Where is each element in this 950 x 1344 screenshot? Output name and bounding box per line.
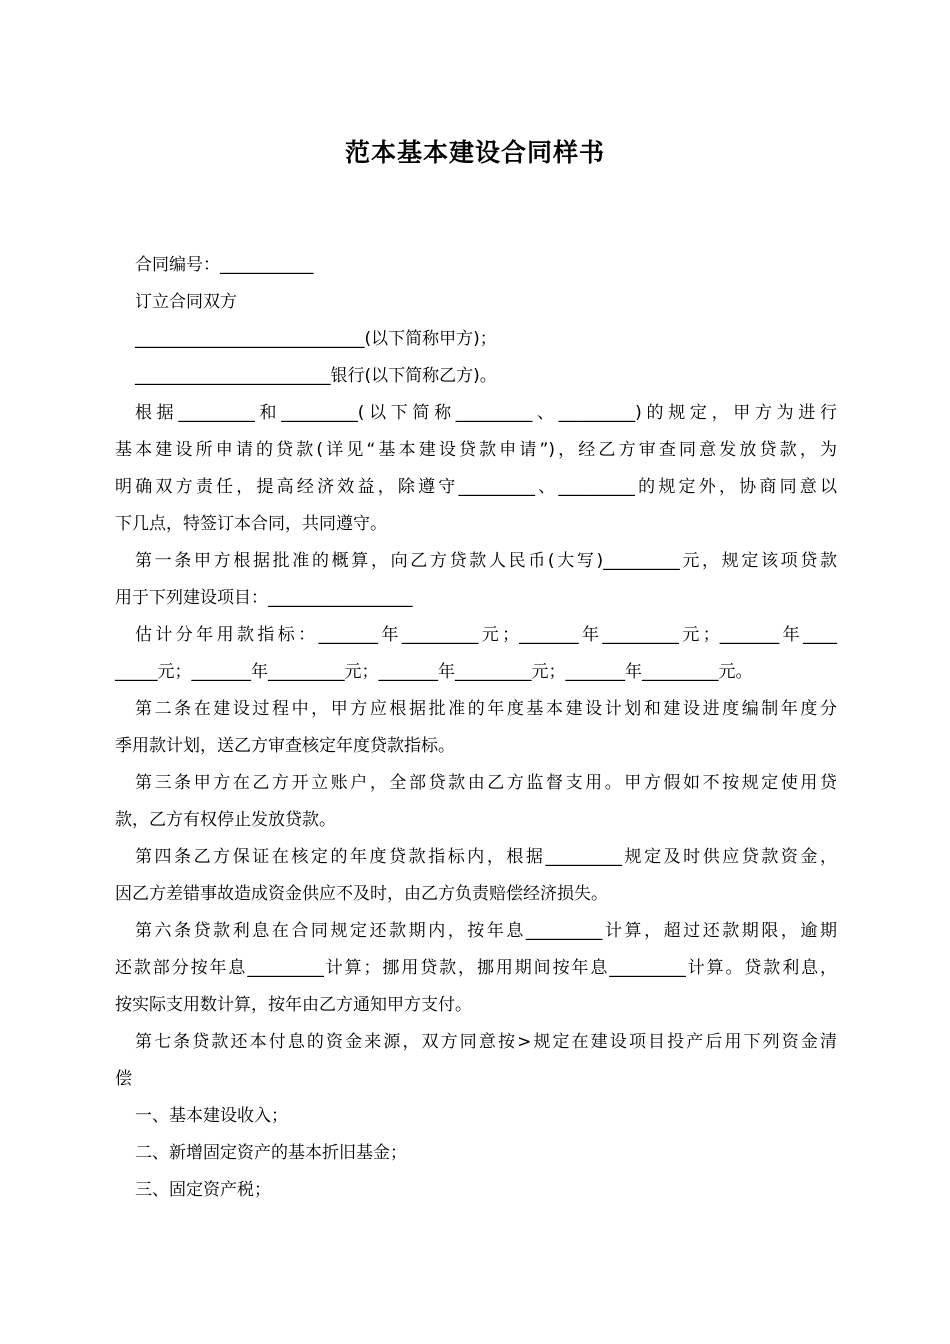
preamble-line-2: 基本建设所申请的贷款(详见“基本建设贷款申请”)，经乙方审查同意发放贷款，为 xyxy=(115,440,837,460)
party-b-line: _______________________银行(以下简称乙方)。 xyxy=(135,366,497,386)
source-item-3: 三、固定资产税； xyxy=(135,1180,271,1200)
article-4-line-1: 第四条乙方保证在核定的年度贷款指标内，根据_________规定及时供应贷款资金， xyxy=(135,847,837,867)
article-4-line-2: 因乙方差错事故造成资金供应不及时，由乙方负责赔偿经济损失。 xyxy=(115,884,608,904)
article-6-line-1: 第六条贷款利息在合同规定还款期内，按年息_________计算，超过还款期限，逾期 xyxy=(135,921,837,941)
article-1-line-2: 用于下列建设项目：_________________ xyxy=(115,588,413,608)
source-item-2: 二、新增固定资产的基本折旧基金； xyxy=(135,1143,407,1163)
article-1-line-1: 第一条甲方根据批准的概算，向乙方贷款人民币(大写)_________元，规定该项贷款 xyxy=(135,551,837,571)
contract-number-line: 合同编号：___________ xyxy=(135,255,314,275)
article-6-line-3: 按实际支用数计算，按年由乙方通知甲方支付。 xyxy=(115,995,472,1015)
document-title: 范本基本建设合同样书 xyxy=(344,138,605,167)
source-item-1: 一、基本建设收入； xyxy=(135,1106,288,1126)
article-2-line-2: 季用款计划，送乙方审查核定年度贷款指标。 xyxy=(115,736,455,756)
article-6-line-2: 还款部分按年息_________计算；挪用贷款，挪用期间按年息_________计算。贷款利息， xyxy=(115,958,837,978)
article-2-line-1: 第二条在建设过程中，甲方应根据批准的年度基本建设计划和建设进度编制年度分 xyxy=(135,699,837,719)
preamble-line-4: 下几点，特签订本合同，共同遵守。 xyxy=(115,514,387,534)
annual-quota-line-1: 估计分年用款指标：_______年_________元；_______年_________元；_______年____ xyxy=(135,625,837,645)
annual-quota-line-2: _____元；_______年_________元；_______年_________元；_______年_________元。 xyxy=(115,662,753,682)
document-body xyxy=(115,247,837,1209)
article-7-line-2: 偿 xyxy=(115,1069,132,1089)
article-3-line-1: 第三条甲方在乙方开立账户，全部贷款由乙方监督支用。甲方假如不按规定使用贷 xyxy=(135,773,837,793)
preamble-line-1: 根据_________和_________(以下简称_________、_________)的规定，甲方为进行 xyxy=(135,403,837,423)
parties-heading: 订立合同双方 xyxy=(135,292,237,312)
party-a-line: ___________________________(以下简称甲方)； xyxy=(135,329,497,349)
article-7-line-1: 第七条贷款还本付息的资金来源，双方同意按>规定在建设项目投产后用下列资金清 xyxy=(135,1032,837,1052)
article-3-line-2: 款，乙方有权停止发放贷款。 xyxy=(115,810,336,830)
preamble-line-3: 明确双方责任，提高经济效益，除遵守_________、_________的规定外，协商同意以 xyxy=(115,477,837,497)
